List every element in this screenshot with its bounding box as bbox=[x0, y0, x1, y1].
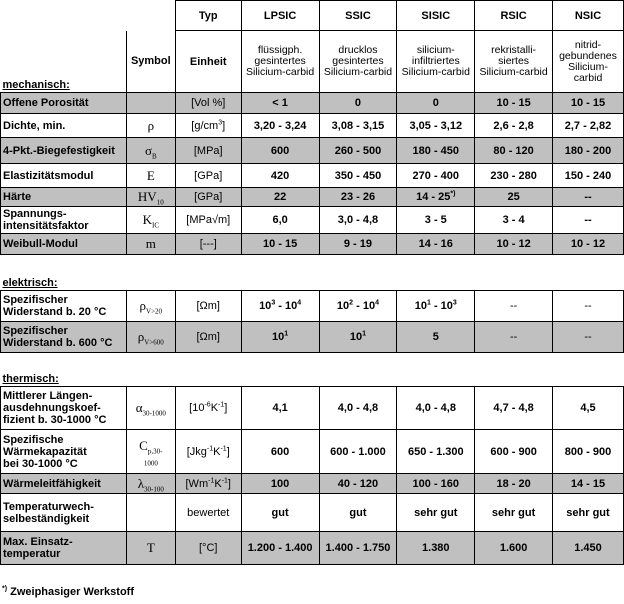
unit-expansion: $[10^{-6}K^{-1}]$ bbox=[175, 387, 241, 430]
value-porosity-ssic: 0 bbox=[319, 93, 397, 114]
value-expansion-ssic: 4,0 - 4,8 bbox=[319, 387, 397, 430]
value-porosity-nsic: 10 - 15 bbox=[553, 93, 624, 114]
symbol-heatcap: $C_{p,30-}$ $_{1000}$ bbox=[126, 430, 175, 474]
label-modulus: Elastizitätsmodul bbox=[1, 164, 127, 188]
value-weibull-sisic: 14 - 16 bbox=[397, 234, 475, 255]
desc-lpsic: flüssigph. gesintertes Silicium-carbid bbox=[241, 31, 319, 93]
row-hardness bbox=[1, 188, 624, 207]
value-expansion-lpsic: 4,1 bbox=[241, 387, 319, 430]
value-weibull-rsic: 10 - 12 bbox=[475, 234, 553, 255]
value-heatcap-lpsic: 600 bbox=[241, 430, 319, 474]
value-hardness-nsic: -- bbox=[553, 188, 624, 207]
value-density-sisic: 3,05 - 3,12 bbox=[397, 114, 475, 138]
material-rsic: RSIC bbox=[475, 1, 553, 31]
row-shock bbox=[1, 494, 624, 532]
unit-weibull: [---] bbox=[175, 234, 241, 255]
label-hardness: Härte bbox=[1, 188, 127, 207]
row-porosity bbox=[1, 93, 624, 114]
label-resist600: Spezifischer Widerstand b. 600 °C bbox=[1, 322, 127, 353]
section-electrical: elektrisch: bbox=[2, 277, 58, 289]
material-lpsic: LPSIC bbox=[241, 1, 319, 31]
symbol-density: ρ bbox=[126, 114, 175, 138]
value-hardness-ssic: 23 - 26 bbox=[319, 188, 397, 207]
value-heatcap-rsic: 600 - 900 bbox=[475, 430, 553, 474]
value-expansion-rsic: 4,7 - 4,8 bbox=[475, 387, 553, 430]
symbol-resist600: $\rho_{V>600}$ bbox=[126, 322, 175, 353]
value-bending-sisic: 180 - 450 bbox=[397, 138, 475, 164]
value-modulus-ssic: 350 - 450 bbox=[319, 164, 397, 188]
value-resist600-rsic: -- bbox=[475, 322, 553, 353]
section-row-electrical bbox=[1, 255, 624, 291]
value-resist600-sisic: 5 bbox=[397, 322, 475, 353]
value-heatcap-nsic: 800 - 900 bbox=[553, 430, 624, 474]
label-expansion: Mittlerer Längen- ausdehnungskoef- fizient b. 30-1000 °C bbox=[1, 387, 127, 430]
symbol-modulus: E bbox=[126, 164, 175, 188]
unit-porosity: [Vol %] bbox=[175, 93, 241, 114]
unit-conductivity: $[Wm^{-1}K^{-1}]$ bbox=[175, 474, 241, 494]
value-porosity-sisic: 0 bbox=[397, 93, 475, 114]
value-maxtemp-rsic: 1.600 bbox=[475, 532, 553, 565]
desc-ssic: drucklos gesintertes Silicium-carbid bbox=[319, 31, 397, 93]
symbol-header: Symbol bbox=[126, 31, 175, 93]
value-maxtemp-ssic: 1.400 - 1.750 bbox=[319, 532, 397, 565]
value-density-lpsic: 3,20 - 3,24 bbox=[241, 114, 319, 138]
value-density-nsic: 2,7 - 2,82 bbox=[553, 114, 624, 138]
symbol-weibull: m bbox=[126, 234, 175, 255]
value-resist20-nsic: -- bbox=[553, 291, 624, 322]
value-toughness-sisic: 3 - 5 bbox=[397, 207, 475, 234]
value-resist20-sisic: $10^1 - 10^3$ bbox=[397, 291, 475, 322]
row-conductivity bbox=[1, 474, 624, 494]
value-maxtemp-sisic: 1.380 bbox=[397, 532, 475, 565]
label-weibull: Weibull-Modul bbox=[1, 234, 127, 255]
value-density-rsic: 2,6 - 2,8 bbox=[475, 114, 553, 138]
value-conductivity-rsic: 18 - 20 bbox=[475, 474, 553, 494]
symbol-toughness: $K_{IC}$ bbox=[126, 207, 175, 234]
value-toughness-rsic: 3 - 4 bbox=[475, 207, 553, 234]
desc-nsic: nitrid-gebundenes Silicium-carbid bbox=[553, 31, 624, 93]
value-hardness-lpsic: 22 bbox=[241, 188, 319, 207]
value-modulus-rsic: 230 - 280 bbox=[475, 164, 553, 188]
header-description-row bbox=[1, 31, 624, 93]
symbol-expansion: $\alpha_{30-1000}$ bbox=[126, 387, 175, 430]
symbol-shock bbox=[126, 494, 175, 532]
value-heatcap-ssic: 600 - 1.000 bbox=[319, 430, 397, 474]
value-toughness-lpsic: 6,0 bbox=[241, 207, 319, 234]
value-conductivity-ssic: 40 - 120 bbox=[319, 474, 397, 494]
value-toughness-nsic: -- bbox=[553, 207, 624, 234]
symbol-maxtemp: T bbox=[126, 532, 175, 565]
material-ssic: SSIC bbox=[319, 1, 397, 31]
unit-maxtemp: [°C] bbox=[175, 532, 241, 565]
unit-header: Einheit bbox=[175, 31, 241, 93]
symbol-conductivity: $\lambda_{30-100}$ bbox=[126, 474, 175, 494]
row-modulus bbox=[1, 164, 624, 188]
label-shock: Temperaturwech- selbeständigkeit bbox=[1, 494, 127, 532]
label-density: Dichte, min. bbox=[1, 114, 127, 138]
symbol-resist20: $\rho_{V>20}$ bbox=[126, 291, 175, 322]
section-mechanical: mechanisch: bbox=[2, 79, 70, 91]
footnote bbox=[2, 586, 134, 598]
label-conductivity: Wärmeleitfähigkeit bbox=[1, 474, 127, 494]
value-conductivity-sisic: 100 - 160 bbox=[397, 474, 475, 494]
value-shock-lpsic: gut bbox=[241, 494, 319, 532]
value-expansion-sisic: 4,0 - 4,8 bbox=[397, 387, 475, 430]
unit-resist20: [Ωm] bbox=[175, 291, 241, 322]
value-resist600-lpsic: $10^1$ bbox=[241, 322, 319, 353]
label-bending: 4-Pkt.-Biegefestigkeit bbox=[1, 138, 127, 164]
value-bending-nsic: 180 - 200 bbox=[553, 138, 624, 164]
unit-heatcap: $[Jkg^{-1}K^{-1}]$ bbox=[175, 430, 241, 474]
row-resist600 bbox=[1, 322, 624, 353]
value-expansion-nsic: 4,5 bbox=[553, 387, 624, 430]
value-shock-nsic: sehr gut bbox=[553, 494, 624, 532]
value-hardness-rsic: 25 bbox=[475, 188, 553, 207]
section-thermal: thermisch: bbox=[2, 373, 59, 385]
symbol-porosity bbox=[126, 93, 175, 114]
value-porosity-lpsic: < 1 bbox=[241, 93, 319, 114]
value-maxtemp-lpsic: 1.200 - 1.400 bbox=[241, 532, 319, 565]
value-bending-lpsic: 600 bbox=[241, 138, 319, 164]
label-heatcap: Spezifische Wärmekapazität bei 30-1000 °C bbox=[1, 430, 127, 474]
value-resist600-ssic: $10^1$ bbox=[319, 322, 397, 353]
unit-toughness: [MPa√m] bbox=[175, 207, 241, 234]
value-resist20-lpsic: $10^3 - 10^4$ bbox=[241, 291, 319, 322]
value-density-ssic: 3,08 - 3,15 bbox=[319, 114, 397, 138]
label-porosity: Offene Porosität bbox=[1, 93, 127, 114]
value-bending-ssic: 260 - 500 bbox=[319, 138, 397, 164]
row-bending bbox=[1, 138, 624, 164]
row-toughness bbox=[1, 207, 624, 234]
unit-modulus: [GPa] bbox=[175, 164, 241, 188]
desc-rsic: rekristalli-siertes Silicium-carbid bbox=[475, 31, 553, 93]
unit-bending: [MPa] bbox=[175, 138, 241, 164]
row-density bbox=[1, 114, 624, 138]
value-hardness-sisic: 14 - 25*) bbox=[397, 188, 475, 207]
symbol-bending: $\sigma_B$ bbox=[126, 138, 175, 164]
row-expansion bbox=[1, 387, 624, 430]
label-toughness: Spannungs- intensitätsfaktor bbox=[1, 207, 127, 234]
footnote-text: Zweiphasiger Werkstoff bbox=[7, 586, 134, 598]
label-resist20: Spezifischer Widerstand b. 20 °C bbox=[1, 291, 127, 322]
unit-resist600: [Ωm] bbox=[175, 322, 241, 353]
row-resist20 bbox=[1, 291, 624, 322]
unit-density: $[g/cm^3]$ bbox=[175, 114, 241, 138]
value-porosity-rsic: 10 - 15 bbox=[475, 93, 553, 114]
value-resist20-rsic: -- bbox=[475, 291, 553, 322]
footnote-mark: *) bbox=[2, 585, 8, 593]
value-weibull-ssic: 9 - 19 bbox=[319, 234, 397, 255]
value-resist600-nsic: -- bbox=[553, 322, 624, 353]
label-maxtemp: Max. Einsatz- temperatur bbox=[1, 532, 127, 565]
symbol-hardness: $HV_{10}$ bbox=[126, 188, 175, 207]
value-shock-sisic: sehr gut bbox=[397, 494, 475, 532]
row-maxtemp bbox=[1, 532, 624, 565]
value-maxtemp-nsic: 1.450 bbox=[553, 532, 624, 565]
value-bending-rsic: 80 - 120 bbox=[475, 138, 553, 164]
value-weibull-lpsic: 10 - 15 bbox=[241, 234, 319, 255]
section-row-thermal bbox=[1, 353, 624, 387]
value-resist20-ssic: $10^2 - 10^4$ bbox=[319, 291, 397, 322]
typ-header: Typ bbox=[175, 1, 241, 31]
value-modulus-nsic: 150 - 240 bbox=[553, 164, 624, 188]
header-type-row bbox=[1, 1, 624, 31]
value-conductivity-lpsic: 100 bbox=[241, 474, 319, 494]
row-weibull bbox=[1, 234, 624, 255]
unit-hardness: [GPa] bbox=[175, 188, 241, 207]
value-shock-ssic: gut bbox=[319, 494, 397, 532]
value-modulus-sisic: 270 - 400 bbox=[397, 164, 475, 188]
material-sisic: SISIC bbox=[397, 1, 475, 31]
value-toughness-ssic: 3,0 - 4,8 bbox=[319, 207, 397, 234]
desc-sisic: silicium-infiltriertes Silicium-carbid bbox=[397, 31, 475, 93]
value-shock-rsic: sehr gut bbox=[475, 494, 553, 532]
value-modulus-lpsic: 420 bbox=[241, 164, 319, 188]
value-weibull-nsic: 10 - 12 bbox=[553, 234, 624, 255]
unit-shock: bewertet bbox=[175, 494, 241, 532]
value-heatcap-sisic: 650 - 1.300 bbox=[397, 430, 475, 474]
value-conductivity-nsic: 14 - 15 bbox=[553, 474, 624, 494]
row-heatcap bbox=[1, 430, 624, 474]
material-nsic: NSIC bbox=[553, 1, 624, 31]
